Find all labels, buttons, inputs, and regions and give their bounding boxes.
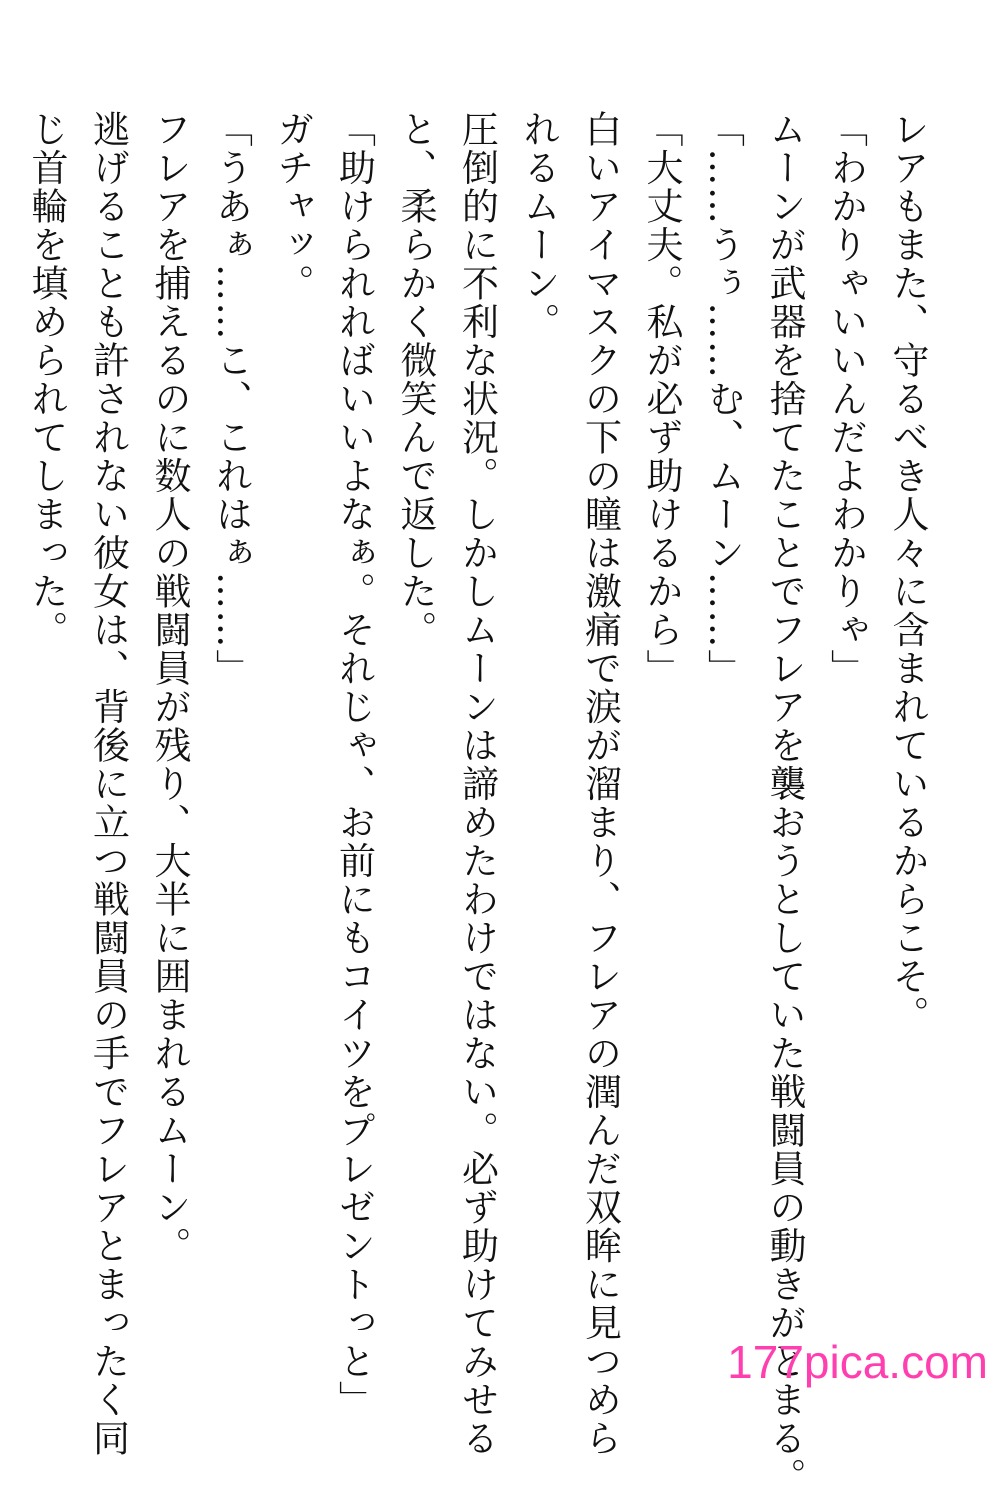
text-line: 「大丈夫。私が必ず助けるから」	[640, 110, 683, 688]
text-line: ムーンが武器を捨てたことでフレアを襲おうとしていた戦闘員の動きがとまる。	[763, 110, 806, 1496]
text-line: 圧倒的に不利な状況。しかしムーンは諦めたわけではない。必ず助けてみせる	[455, 110, 499, 1458]
text-line: 「……うぅ……む、ムーン……」	[701, 110, 745, 688]
text-line: と、柔らかく微笑んで返した。	[394, 110, 437, 649]
text-line: じ首輪を填められてしまった。	[25, 110, 68, 649]
text-line: 逃げることも許されない彼女は、背後に立つ戦闘員の手でフレアとまったく同	[86, 110, 130, 1458]
watermark-text: 177pica.com	[727, 1336, 988, 1388]
text-line: 「うあぁ……こ、これはぁ……」	[209, 110, 253, 688]
text-line: 「助けられればいいよなぁ。それじゃ、お前にもコイツをプレゼントっと」	[332, 110, 376, 1419]
text-line: レアもまた、守るべき人々に含まれているからこそ。	[886, 110, 929, 1034]
text-line: れるムーン。	[517, 110, 560, 341]
text-line: 「わかりゃいいんだよわかりゃ」	[824, 110, 868, 688]
text-line: ガチャッ。	[271, 110, 314, 303]
text-line: 白いアイマスクの下の瞳は激痛で涙が溜まり、フレアの潤んだ双眸に見つめら	[578, 110, 622, 1458]
text-line: フレアを捕えるのに数人の戦闘員が残り、大半に囲まれるムーン。	[148, 110, 191, 1265]
